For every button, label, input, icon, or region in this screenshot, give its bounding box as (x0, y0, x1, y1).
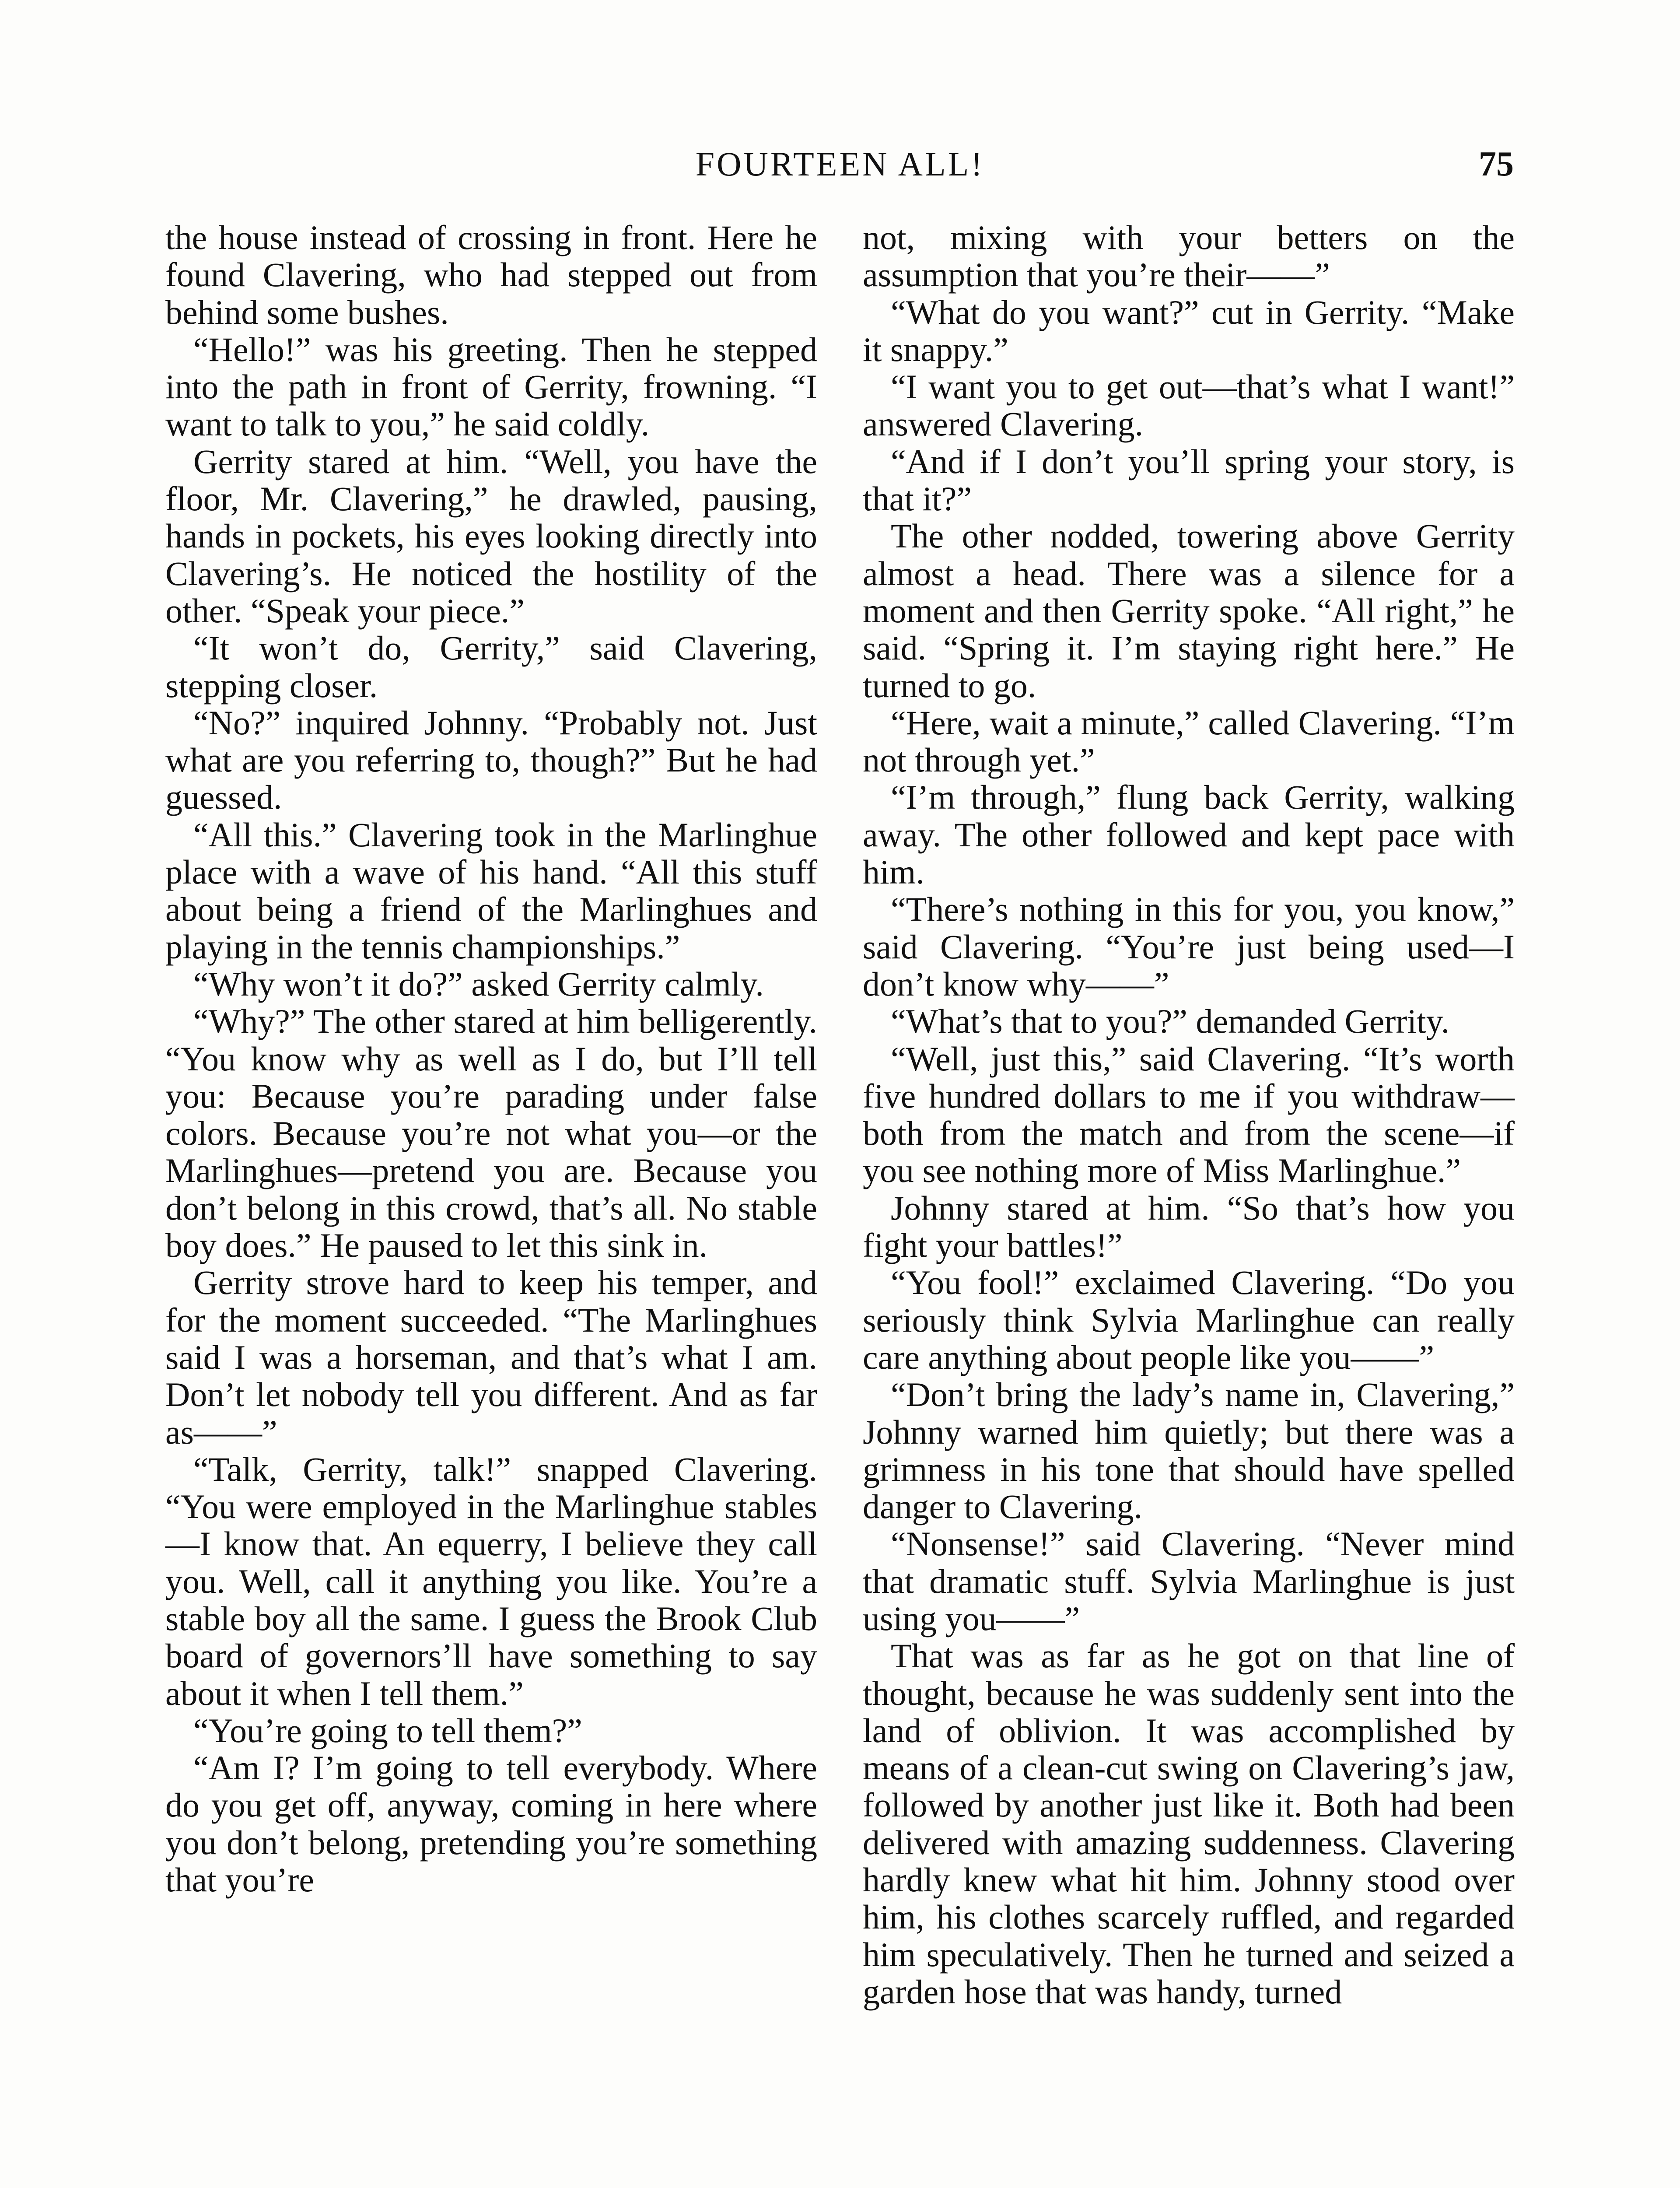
paragraph: “What do you want?” cut in Gerrity. “Make it snappy.” (863, 293, 1515, 368)
paragraph: not, mixing with your betters on the assumption that you’re their——” (863, 218, 1515, 294)
paragraph: The other nodded, towering above Gerrity almost a head. There was a silence for a moment and then Gerrity spoke. “All right,” he said. “Spring it. I’m staying right here.” He turned to go. (863, 517, 1515, 705)
paragraph: “No?” inquired Johnny. “Probably not. Just what are you referring to, though?” But he had guessed. (165, 703, 817, 817)
paragraph: “Don’t bring the lady’s name in, Clavering,” Johnny warned him quietly; but there was a grimness in his tone that should have spelled danger to Clavering. (863, 1375, 1515, 1526)
paragraph: “And if I don’t you’ll spring your story, is that it?” (863, 442, 1515, 518)
paragraph: “Why won’t it do?” asked Gerrity calmly. (193, 964, 764, 1003)
paragraph: “There’s nothing in this for you, you know,” said Clavering. “You’re just being used—I don’t know why——” (863, 890, 1515, 1003)
paragraph: “Am I? I’m going to tell everybody. Where do you get off, anyway, coming in here where you don’t belong, pretending you’re something that you’re (165, 1749, 817, 1899)
paragraph: “All this.” Clavering took in the Marlinghue place with a wave of his hand. “All this stuff about being a friend of the Marlinghues and playing in the tennis championships.” (165, 815, 817, 966)
page-header (166, 144, 1514, 193)
paragraph: “Hello!” was his greeting. Then he stepped into the path in front of Gerrity, frowning. “I want to talk to you,” he said coldly. (165, 330, 817, 443)
paragraph: “I want you to get out—that’s what I want!” answered Clavering. (863, 368, 1515, 443)
paragraph: Gerrity stared at him. “Well, you have the floor, Mr. Clavering,” he drawled, pausing, hands in pockets, his eyes looking directly into Clavering’s. He noticed the hostility of the other. “Speak your piece.” (165, 442, 817, 630)
paragraph: “It won’t do, Gerrity,” said Clavering, stepping closer. (165, 629, 817, 705)
paragraph: “What’s that to you?” demanded Gerrity. (891, 1002, 1450, 1041)
paragraph: Johnny stared at him. “So that’s how you fight your battles!” (863, 1189, 1515, 1265)
left-text-column (165, 219, 817, 1898)
paragraph: “Here, wait a minute,” called Clavering. “I’m not through yet.” (863, 703, 1515, 779)
paragraph: “Well, just this,” said Clavering. “It’s worth five hundred dollars to me if you withdraw—both from the match and from the scene—if you see nothing more of Miss Marlinghue.” (863, 1039, 1515, 1190)
paragraph: That was as far as he got on that line of thought, because he was suddenly sent into the land of oblivion. It was accomplished by means of a clean-cut swing on Clavering’s jaw, followed by another just like it. Both had been delivered with amazing suddenness. Clavering hardly knew what hit him. Johnny stood over him, his clothes scarcely ruffled, and regarded him speculatively. Then he turned and seized a garden hose that was handy, turned (863, 1637, 1515, 2011)
running-head: FOURTEEN ALL! (695, 145, 985, 183)
paragraph: “Nonsense!” said Clavering. “Never mind that dramatic stuff. Sylvia Marlinghue is just using you——” (863, 1525, 1515, 1637)
paragraph: the house instead of crossing in front. Here he found Clavering, who had stepped out from behind some bushes. (165, 218, 817, 331)
paragraph: “Talk, Gerrity, talk!” snapped Clavering. “You were employed in the Marlinghue stables—I know that. An equerry, I believe they call you. Well, call it anything you like. You’re a stable boy all the same. I guess the Brook Club board of governors’ll have something to say about it when I tell them.” (165, 1450, 817, 1712)
paragraph: Gerrity strove hard to keep his temper, and for the moment succeeded. “The Marlinghues said I was a horseman, and that’s what I am. Don’t let nobody tell you different. And as far as——” (165, 1263, 817, 1451)
paragraph: “I’m through,” flung back Gerrity, walking away. The other followed and kept pace with him. (863, 778, 1515, 891)
paragraph: “You’re going to tell them?” (193, 1711, 582, 1750)
page-number: 75 (1479, 145, 1514, 183)
paragraph: “You fool!” exclaimed Clavering. “Do you seriously think Sylvia Marlinghue can really care anything about people like you——” (863, 1263, 1515, 1376)
paragraph: “Why?” The other stared at him belligerently. “You know why as well as I do, but I’ll tell you: Because you’re parading under false colors. Because you’re not what you—or the Marlinghues—pretend you are. Because you don’t belong in this crowd, that’s all. No stable boy does.” He paused to let this sink in. (165, 1002, 817, 1265)
right-text-column (863, 219, 1515, 2010)
